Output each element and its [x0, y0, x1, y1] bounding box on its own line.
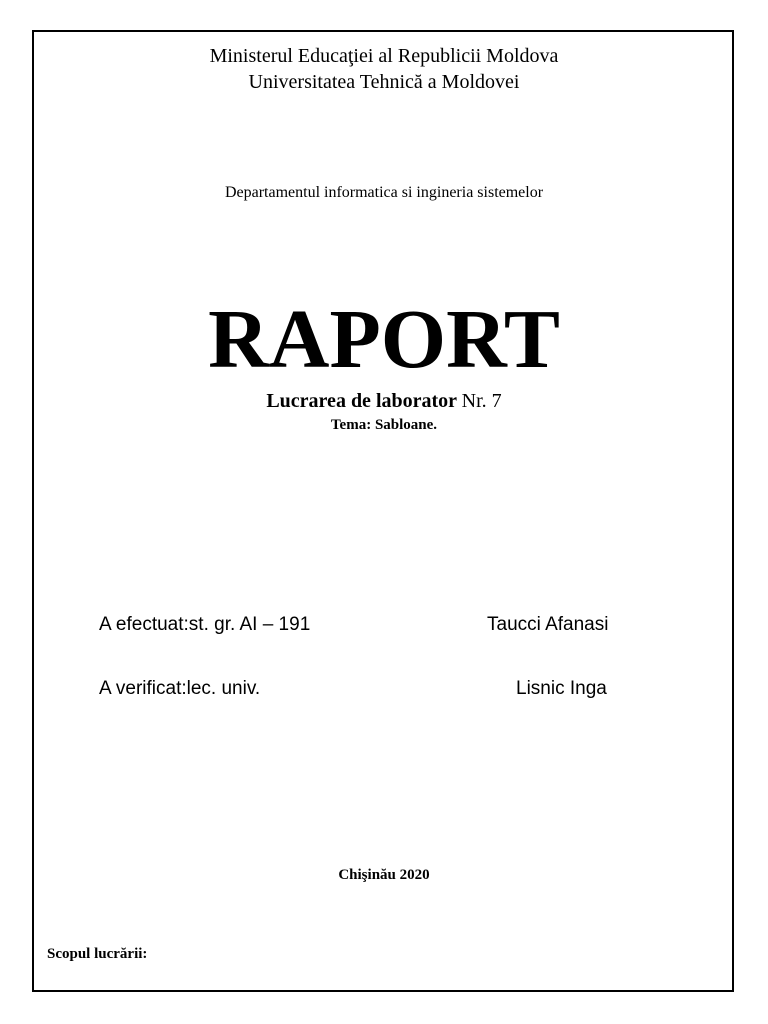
lab-topic: Tema: Sabloane.	[330, 417, 438, 433]
lab-title-prefix: Lucrarea de laborator	[266, 390, 457, 412]
city-year: Chişinău 2020	[338, 867, 430, 883]
ministry-name: Ministerul Educaţiei al Republicii Moldova	[209, 45, 559, 67]
verified-by-label: A verificat:lec. univ.	[99, 678, 261, 699]
lab-title	[0, 389, 768, 413]
department-name: Departamentul informatica si ingineria sistemelor	[224, 184, 544, 201]
report-title: RAPORT	[208, 293, 560, 386]
section-heading-purpose: Scopul lucrării:	[47, 946, 148, 962]
performed-by-name: Taucci Afanasi	[487, 614, 609, 635]
lab-number: Nr. 7	[461, 390, 502, 412]
university-name: Universitatea Tehnică a Moldovei	[248, 71, 520, 93]
verified-by-name: Lisnic Inga	[516, 678, 607, 699]
page-border	[32, 30, 734, 992]
performed-by-label: A efectuat:st. gr. AI – 191	[99, 614, 311, 635]
